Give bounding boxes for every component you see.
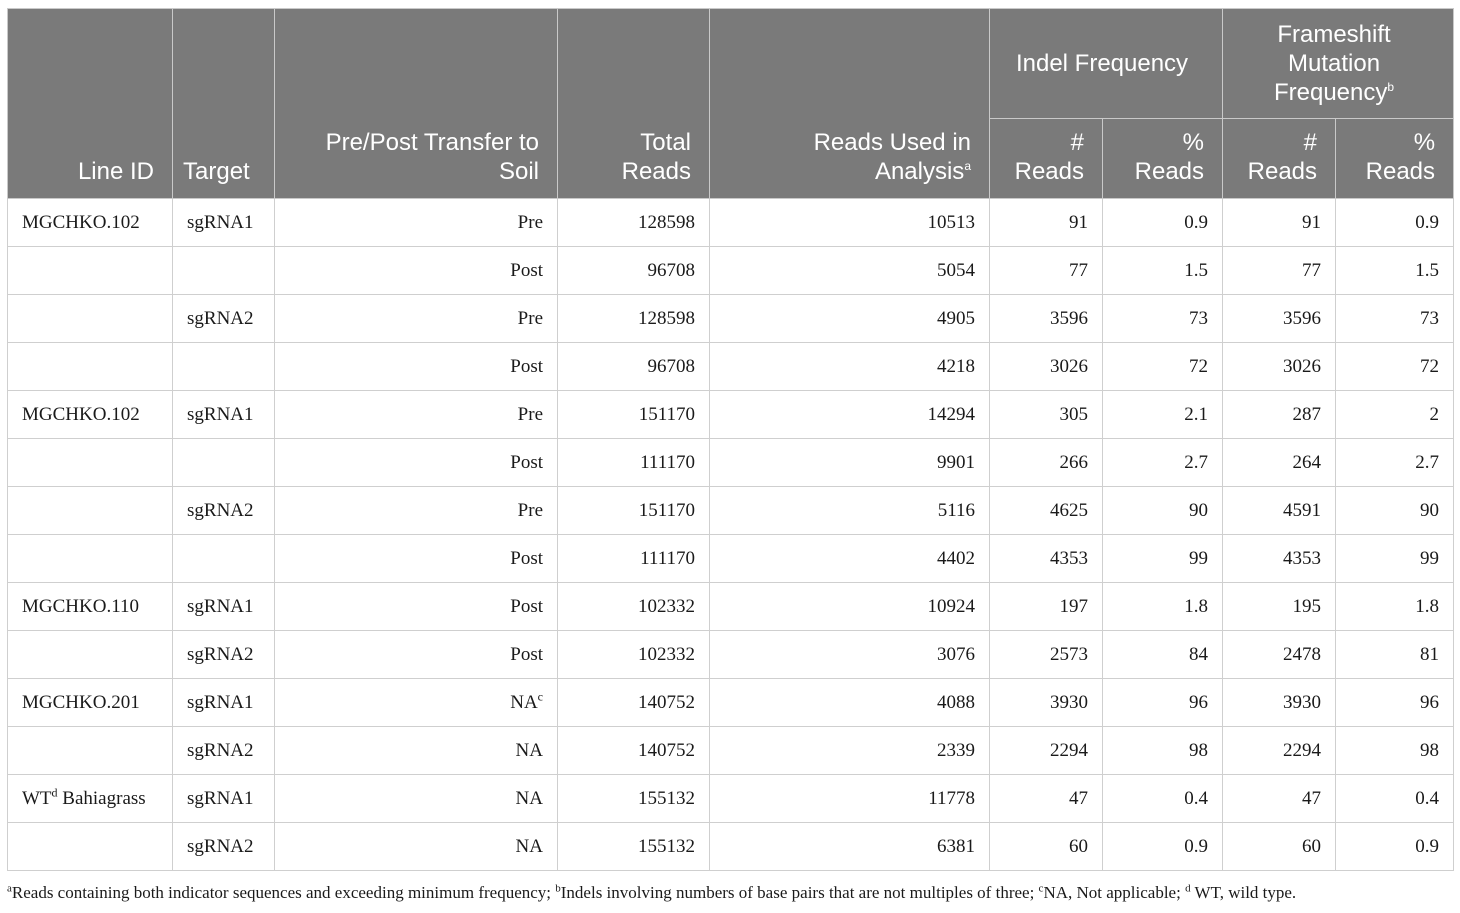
indel-num-reads-cell: [990, 631, 1103, 679]
total-reads-cell-text: 140752: [638, 691, 695, 713]
footnote-text: Indels involving numbers of base pairs that are not multiples of three;: [560, 883, 1039, 902]
frameshift-pct-reads-cell-text: 90: [1420, 499, 1440, 521]
frameshift-pct-reads-cell-text: 0.4: [1415, 787, 1440, 809]
table-row: [8, 295, 1454, 343]
total-reads-cell: [558, 343, 710, 391]
indel-num-reads-cell: [990, 775, 1103, 823]
indel-pct-reads-cell: [1103, 343, 1223, 391]
reads-used-cell-text: 11778: [928, 787, 975, 809]
pre-post-cell-text: Post: [510, 547, 543, 569]
reads-used-cell-text: 5054: [937, 259, 975, 281]
footnote-mark: b: [555, 882, 561, 895]
reads-used-cell: [710, 583, 990, 631]
frameshift-pct-reads-cell-text: 0.9: [1415, 211, 1440, 233]
frameshift-num-reads-cell-text: 77: [1302, 259, 1322, 281]
table-row: [8, 247, 1454, 295]
pre-post-cell: [275, 679, 558, 727]
target-cell-text: sgRNA2: [187, 643, 254, 665]
frameshift-pct-reads-cell-text: 1.8: [1415, 595, 1440, 617]
pre-post-cell: [275, 487, 558, 535]
total-reads-cell-text: 155132: [638, 835, 695, 857]
total-reads-cell-text: 111170: [640, 547, 695, 569]
total-reads-cell-text: 96708: [647, 355, 695, 377]
target-cell: [173, 247, 275, 295]
target-cell-text: sgRNA2: [187, 499, 254, 521]
line-id-cell: [8, 583, 173, 631]
table-row: [8, 823, 1454, 871]
indel-pct-reads-cell-text: 1.8: [1184, 595, 1209, 617]
reads-used-cell-text: 3076: [937, 643, 975, 665]
pre-post-cell-text: Pre: [517, 211, 543, 233]
line-id-cell: [8, 775, 173, 823]
indel-pct-reads-cell: [1103, 679, 1223, 727]
total-reads-cell: [558, 823, 710, 871]
indel-pct-reads-cell: [1103, 391, 1223, 439]
total-reads-cell: [558, 679, 710, 727]
indel-pct-reads-cell-text: 1.5: [1184, 259, 1209, 281]
frameshift-num-reads-cell-text: 91: [1302, 211, 1322, 233]
indel-num-reads-cell-text: 4625: [1050, 499, 1088, 521]
frameshift-num-reads-cell-text: 60: [1302, 835, 1322, 857]
total-reads-cell-text: 140752: [638, 739, 695, 761]
frameshift-num-reads-cell: [1223, 535, 1336, 583]
pre-post-cell: [275, 295, 558, 343]
header-reads-used: [710, 9, 990, 199]
frameshift-pct-reads-cell-text: 96: [1420, 691, 1440, 713]
indel-pct-reads-cell: [1103, 631, 1223, 679]
line-id-cell-sup: d: [51, 785, 58, 800]
frameshift-pct-reads-cell: [1336, 823, 1454, 871]
pre-post-cell-text: Post: [510, 643, 543, 665]
indel-num-reads-cell-text: 77: [1069, 259, 1088, 281]
target-cell: [173, 391, 275, 439]
indel-num-reads-cell-text: 197: [1059, 595, 1088, 617]
indel-pct-reads-cell-text: 90: [1189, 499, 1209, 521]
pre-post-cell: [275, 535, 558, 583]
indel-num-reads-cell: [990, 391, 1103, 439]
indel-num-reads-cell: [990, 583, 1103, 631]
pre-post-cell-text: Pre: [517, 499, 543, 521]
indel-num-reads-cell-text: 47: [1069, 787, 1088, 809]
header-frameshift-frequency: [1223, 9, 1454, 119]
indel-pct-reads-cell: [1103, 487, 1223, 535]
data-table: [7, 8, 1454, 871]
indel-pct-reads-cell: [1103, 535, 1223, 583]
total-reads-cell-text: 151170: [638, 499, 695, 521]
indel-num-reads-cell-text: 3930: [1050, 691, 1088, 713]
frameshift-num-reads-cell-text: 3930: [1283, 691, 1322, 713]
indel-pct-reads-cell: [1103, 727, 1223, 775]
frameshift-num-reads-cell: [1223, 199, 1336, 247]
table-row: [8, 343, 1454, 391]
reads-used-cell-text: 4088: [937, 691, 975, 713]
frameshift-pct-reads-cell-text: 0.9: [1415, 835, 1440, 857]
pre-post-cell: [275, 823, 558, 871]
frameshift-num-reads-cell-text: 2294: [1283, 739, 1322, 761]
table-footnote: [7, 883, 1453, 903]
footnote-text: Reads containing both indicator sequences and exceeding minimum frequency;: [11, 883, 556, 902]
frameshift-num-reads-cell: [1223, 775, 1336, 823]
pre-post-cell-text: NA: [515, 739, 543, 761]
frameshift-num-reads-cell-text: 4591: [1283, 499, 1322, 521]
frameshift-num-reads-cell: [1223, 583, 1336, 631]
reads-used-cell-text: 14294: [927, 403, 975, 425]
target-cell: [173, 775, 275, 823]
table-body: [8, 199, 1454, 871]
indel-pct-reads-cell-text: 84: [1189, 643, 1209, 665]
target-cell-text: sgRNA1: [187, 211, 254, 233]
indel-num-reads-cell: [990, 199, 1103, 247]
total-reads-cell: [558, 439, 710, 487]
reads-used-cell: [710, 631, 990, 679]
pre-post-cell-sup: c: [537, 689, 543, 704]
pre-post-cell-text: NA: [515, 787, 543, 809]
header-indel-num-reads: # Reads: [990, 119, 1103, 199]
frameshift-pct-reads-cell: [1336, 247, 1454, 295]
reads-used-cell: [710, 391, 990, 439]
footnote-mark: c: [1038, 882, 1044, 895]
table-row: [8, 391, 1454, 439]
frameshift-pct-reads-cell-text: 2: [1429, 403, 1440, 425]
target-cell: [173, 535, 275, 583]
pre-post-cell: [275, 583, 558, 631]
header-frameshift-text: Frameshift Mutation Frequency: [1273, 21, 1391, 106]
pre-post-cell-text: Post: [510, 355, 543, 377]
reads-used-cell-text: 2339: [937, 739, 975, 761]
total-reads-cell: [558, 247, 710, 295]
target-cell: [173, 343, 275, 391]
indel-pct-reads-cell-text: 2.1: [1184, 403, 1209, 425]
footnote-text: NA, Not applicable;: [1043, 883, 1186, 902]
line-id-cell: [8, 727, 173, 775]
indel-num-reads-cell: [990, 823, 1103, 871]
total-reads-cell: [558, 727, 710, 775]
total-reads-cell: [558, 487, 710, 535]
frameshift-pct-reads-cell: [1336, 199, 1454, 247]
reads-used-cell-text: 6381: [937, 835, 975, 857]
pre-post-cell: [275, 247, 558, 295]
reads-used-cell-text: 10924: [927, 595, 975, 617]
pre-post-cell-text: Post: [510, 451, 543, 473]
total-reads-cell-text: 102332: [638, 595, 695, 617]
reads-used-cell: [710, 343, 990, 391]
line-id-cell-suffix: Bahiagrass: [57, 787, 146, 809]
reads-used-cell: [710, 295, 990, 343]
indel-num-reads-cell-text: 91: [1069, 211, 1088, 233]
target-cell: [173, 823, 275, 871]
frameshift-pct-reads-cell-text: 99: [1420, 547, 1440, 569]
frameshift-pct-reads-cell-text: 1.5: [1415, 259, 1440, 281]
frameshift-num-reads-cell: [1223, 247, 1336, 295]
indel-num-reads-cell-text: 305: [1059, 403, 1088, 425]
line-id-cell: [8, 199, 173, 247]
line-id-cell: [8, 823, 173, 871]
total-reads-cell: [558, 583, 710, 631]
target-cell-text: sgRNA1: [187, 403, 254, 425]
indel-pct-reads-cell-text: 98: [1189, 739, 1209, 761]
reads-used-cell: [710, 439, 990, 487]
indel-pct-reads-cell: [1103, 247, 1223, 295]
footnote-mark: d: [1185, 882, 1191, 895]
total-reads-cell: [558, 631, 710, 679]
frameshift-num-reads-cell: [1223, 343, 1336, 391]
line-id-cell: [8, 295, 173, 343]
header-indel-pct-reads: % Reads: [1103, 119, 1223, 199]
pre-post-cell: [275, 775, 558, 823]
total-reads-cell-text: 102332: [638, 643, 695, 665]
frameshift-num-reads-cell-text: 3596: [1283, 307, 1322, 329]
indel-num-reads-cell-text: 4353: [1050, 547, 1088, 569]
frameshift-num-reads-cell-text: 47: [1302, 787, 1322, 809]
reads-used-cell: [710, 535, 990, 583]
frameshift-pct-reads-cell: [1336, 583, 1454, 631]
header-frameshift-num-reads: # Reads: [1223, 119, 1336, 199]
table-row: [8, 631, 1454, 679]
table-row: [8, 727, 1454, 775]
frameshift-num-reads-cell: [1223, 295, 1336, 343]
data-table-container: [7, 8, 1453, 871]
line-id-cell-text: WT: [22, 787, 52, 809]
indel-pct-reads-cell-text: 73: [1189, 307, 1209, 329]
footnote-mark: a: [7, 882, 12, 895]
header-indel-frequency: Indel Frequency: [990, 9, 1223, 119]
target-cell: [173, 583, 275, 631]
total-reads-cell-text: 96708: [647, 259, 695, 281]
indel-num-reads-cell-text: 266: [1059, 451, 1088, 473]
header-line-id: Line ID: [8, 9, 173, 199]
indel-num-reads-cell: [990, 487, 1103, 535]
table-header: [8, 9, 1454, 199]
indel-pct-reads-cell: [1103, 583, 1223, 631]
indel-pct-reads-cell: [1103, 295, 1223, 343]
header-target: Target: [173, 9, 275, 199]
line-id-cell: [8, 535, 173, 583]
reads-used-cell-text: 4905: [937, 307, 975, 329]
total-reads-cell: [558, 199, 710, 247]
line-id-cell-text: MGCHKO.110: [22, 595, 139, 617]
indel-num-reads-cell-text: 2573: [1050, 643, 1088, 665]
indel-pct-reads-cell: [1103, 439, 1223, 487]
total-reads-cell: [558, 535, 710, 583]
line-id-cell-text: MGCHKO.201: [22, 691, 140, 713]
line-id-cell: [8, 391, 173, 439]
indel-num-reads-cell: [990, 679, 1103, 727]
reads-used-cell-text: 9901: [937, 451, 975, 473]
reads-used-cell: [710, 823, 990, 871]
header-frameshift-sup: b: [1387, 80, 1395, 94]
reads-used-cell-text: 5116: [937, 499, 975, 521]
target-cell: [173, 487, 275, 535]
target-cell: [173, 679, 275, 727]
frameshift-pct-reads-cell: [1336, 535, 1454, 583]
pre-post-cell-text: Post: [510, 259, 543, 281]
header-frameshift-pct-reads: % Reads: [1336, 119, 1454, 199]
frameshift-num-reads-cell-text: 195: [1292, 595, 1322, 617]
target-cell-text: sgRNA2: [187, 307, 254, 329]
frameshift-num-reads-cell-text: 264: [1292, 451, 1322, 473]
indel-pct-reads-cell-text: 0.9: [1184, 211, 1209, 233]
target-cell-text: sgRNA1: [187, 595, 254, 617]
header-total-reads: Total Reads: [558, 9, 710, 199]
reads-used-cell: [710, 727, 990, 775]
table-row: [8, 679, 1454, 727]
indel-num-reads-cell: [990, 727, 1103, 775]
reads-used-cell: [710, 679, 990, 727]
target-cell-text: sgRNA1: [187, 691, 254, 713]
frameshift-pct-reads-cell: [1336, 391, 1454, 439]
target-cell: [173, 631, 275, 679]
reads-used-cell: [710, 199, 990, 247]
target-cell: [173, 295, 275, 343]
target-cell: [173, 439, 275, 487]
frameshift-pct-reads-cell: [1336, 727, 1454, 775]
pre-post-cell: [275, 199, 558, 247]
table-row: [8, 583, 1454, 631]
frameshift-pct-reads-cell: [1336, 295, 1454, 343]
total-reads-cell-text: 128598: [638, 307, 695, 329]
total-reads-cell-text: 128598: [638, 211, 695, 233]
indel-num-reads-cell-text: 60: [1069, 835, 1088, 857]
indel-pct-reads-cell-text: 99: [1189, 547, 1209, 569]
pre-post-cell: [275, 439, 558, 487]
frameshift-pct-reads-cell-text: 98: [1420, 739, 1440, 761]
indel-pct-reads-cell-text: 0.9: [1184, 835, 1209, 857]
header-reads-used-text: Reads Used in Analysis: [813, 129, 971, 185]
frameshift-pct-reads-cell: [1336, 439, 1454, 487]
footnote-text: WT, wild type.: [1190, 883, 1297, 902]
line-id-cell-text: MGCHKO.102: [22, 403, 140, 425]
frameshift-pct-reads-cell-text: 72: [1420, 355, 1440, 377]
frameshift-pct-reads-cell: [1336, 631, 1454, 679]
frameshift-num-reads-cell: [1223, 823, 1336, 871]
table-row: [8, 775, 1454, 823]
reads-used-cell-text: 10513: [927, 211, 975, 233]
total-reads-cell: [558, 391, 710, 439]
table-row: [8, 487, 1454, 535]
table-row: [8, 439, 1454, 487]
frameshift-num-reads-cell: [1223, 727, 1336, 775]
indel-pct-reads-cell-text: 2.7: [1184, 451, 1209, 473]
table-row: [8, 199, 1454, 247]
frameshift-num-reads-cell: [1223, 439, 1336, 487]
header-reads-used-sup: a: [964, 159, 971, 173]
indel-pct-reads-cell-text: 72: [1189, 355, 1209, 377]
pre-post-cell: [275, 727, 558, 775]
frameshift-num-reads-cell: [1223, 631, 1336, 679]
line-id-cell: [8, 343, 173, 391]
total-reads-cell-text: 151170: [638, 403, 695, 425]
table-row: [8, 535, 1454, 583]
target-cell-text: sgRNA1: [187, 787, 254, 809]
frameshift-num-reads-cell: [1223, 487, 1336, 535]
reads-used-cell: [710, 775, 990, 823]
frameshift-pct-reads-cell-text: 81: [1420, 643, 1440, 665]
frameshift-pct-reads-cell: [1336, 679, 1454, 727]
indel-num-reads-cell: [990, 343, 1103, 391]
pre-post-cell: [275, 391, 558, 439]
pre-post-cell-text: Post: [510, 595, 543, 617]
target-cell: [173, 199, 275, 247]
total-reads-cell-text: 155132: [638, 787, 695, 809]
pre-post-cell: [275, 631, 558, 679]
line-id-cell: [8, 439, 173, 487]
indel-pct-reads-cell-text: 0.4: [1184, 787, 1209, 809]
frameshift-num-reads-cell-text: 3026: [1283, 355, 1322, 377]
frameshift-num-reads-cell: [1223, 679, 1336, 727]
line-id-cell: [8, 487, 173, 535]
indel-num-reads-cell-text: 2294: [1050, 739, 1088, 761]
header-pre-post: Pre/Post Transfer to Soil: [275, 9, 558, 199]
indel-num-reads-cell-text: 3026: [1050, 355, 1088, 377]
frameshift-num-reads-cell-text: 4353: [1283, 547, 1322, 569]
target-cell: [173, 727, 275, 775]
frameshift-pct-reads-cell: [1336, 487, 1454, 535]
line-id-cell: [8, 631, 173, 679]
line-id-cell: [8, 247, 173, 295]
pre-post-cell-text: NA: [510, 691, 538, 713]
frameshift-pct-reads-cell: [1336, 343, 1454, 391]
frameshift-num-reads-cell-text: 2478: [1283, 643, 1322, 665]
pre-post-cell: [275, 343, 558, 391]
indel-pct-reads-cell: [1103, 199, 1223, 247]
frameshift-num-reads-cell: [1223, 391, 1336, 439]
reads-used-cell: [710, 487, 990, 535]
frameshift-pct-reads-cell: [1336, 775, 1454, 823]
frameshift-pct-reads-cell-text: 2.7: [1415, 451, 1440, 473]
target-cell-text: sgRNA2: [187, 739, 254, 761]
total-reads-cell: [558, 295, 710, 343]
target-cell-text: sgRNA2: [187, 835, 254, 857]
reads-used-cell-text: 4218: [937, 355, 975, 377]
indel-num-reads-cell: [990, 439, 1103, 487]
reads-used-cell-text: 4402: [937, 547, 975, 569]
indel-pct-reads-cell: [1103, 823, 1223, 871]
line-id-cell: [8, 679, 173, 727]
indel-pct-reads-cell-text: 96: [1189, 691, 1209, 713]
indel-num-reads-cell: [990, 247, 1103, 295]
total-reads-cell: [558, 775, 710, 823]
frameshift-num-reads-cell-text: 287: [1292, 403, 1322, 425]
pre-post-cell-text: NA: [515, 835, 543, 857]
line-id-cell-text: MGCHKO.102: [22, 211, 140, 233]
indel-num-reads-cell-text: 3596: [1050, 307, 1088, 329]
pre-post-cell-text: Pre: [517, 403, 543, 425]
frameshift-pct-reads-cell-text: 73: [1420, 307, 1440, 329]
indel-num-reads-cell: [990, 295, 1103, 343]
indel-pct-reads-cell: [1103, 775, 1223, 823]
pre-post-cell-text: Pre: [517, 307, 543, 329]
indel-num-reads-cell: [990, 535, 1103, 583]
reads-used-cell: [710, 247, 990, 295]
total-reads-cell-text: 111170: [640, 451, 695, 473]
